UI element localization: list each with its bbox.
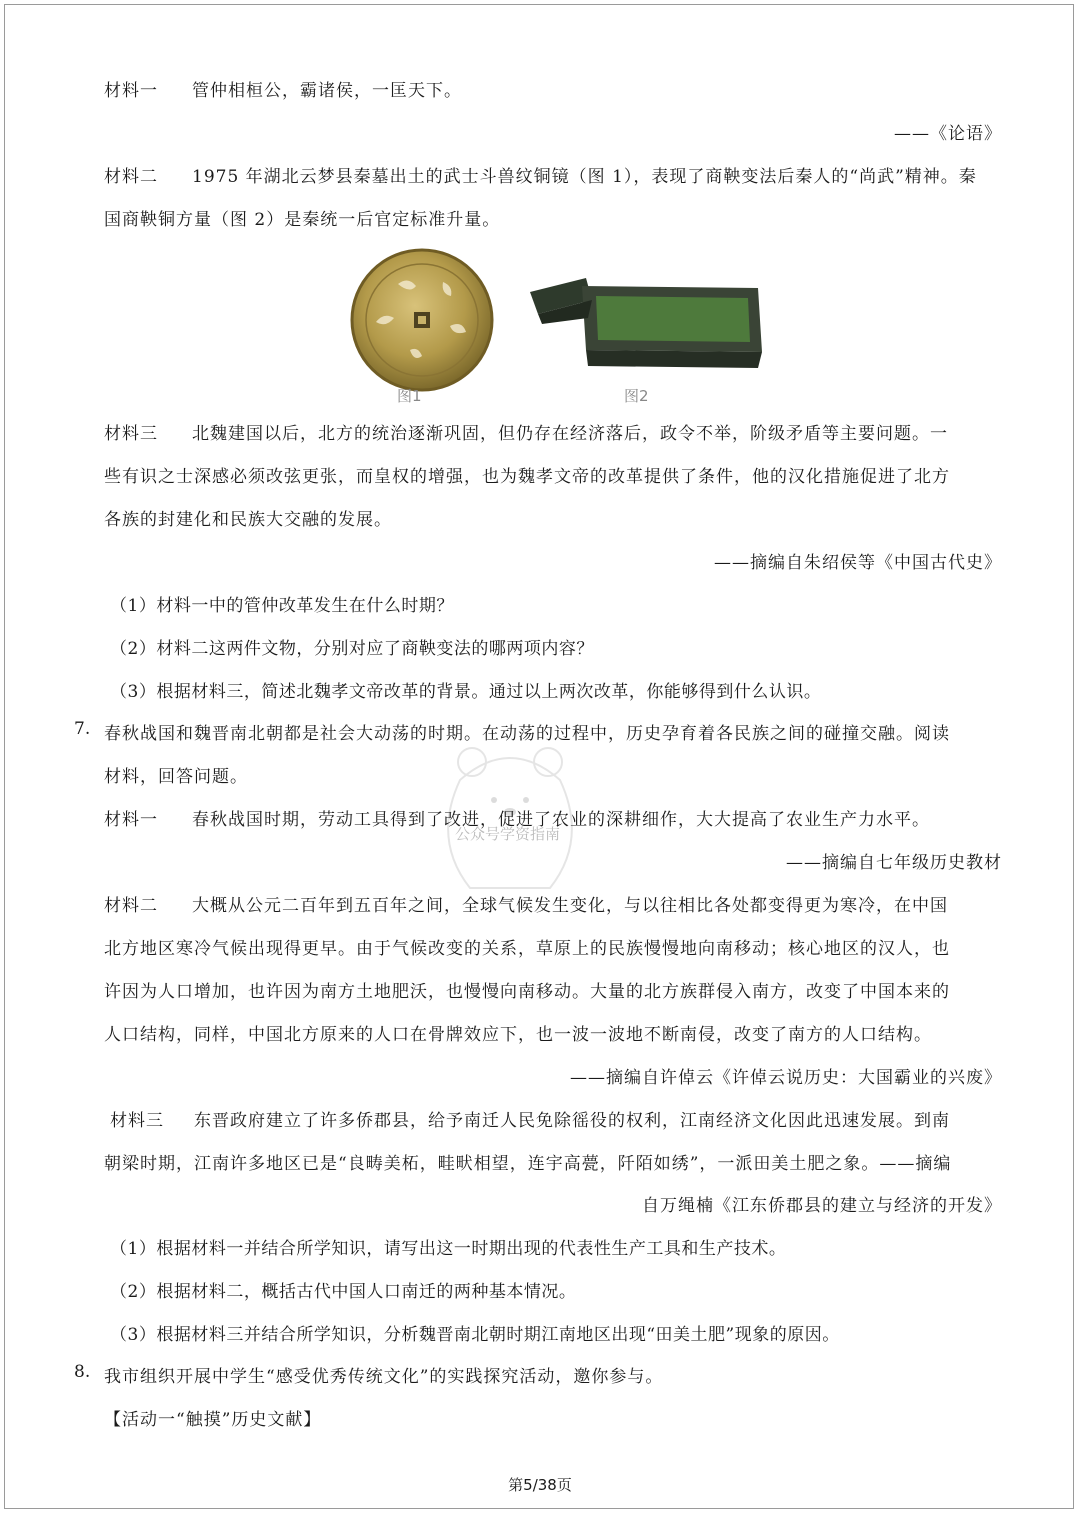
material-label: 材料一 <box>104 810 158 830</box>
q7-question-3: （3）根据材料三并结合所学知识，分析魏晋南北朝时期江南地区出现“田美土肥”现象的原因。 <box>110 1325 840 1345</box>
figure-1-bronze-mirror <box>348 246 496 394</box>
q7-m3-line2: 朝梁时期，江南许多地区已是“良畴美柘，畦畎相望，连宇高甍，阡陌如绣”，一派田美土肥之象。——摘编 <box>104 1154 952 1174</box>
material-label: 材料三 <box>110 1111 164 1131</box>
material-label: 材料一 <box>104 81 158 101</box>
q6-material-2 <box>104 162 977 187</box>
q7-m1-source: ——摘编自七年级历史教材 <box>786 853 1002 873</box>
q6-question-2: （2）材料二这两件文物，分别对应了商鞅变法的哪两项内容？ <box>110 639 594 659</box>
q8-activity-heading: 【活动一“触摸”历史文献】 <box>104 1410 322 1430</box>
figure-1-caption: 图1 <box>397 387 422 405</box>
q7-question-1: （1）根据材料一并结合所学知识，请写出这一时期出现的代表性生产工具和生产技术。 <box>110 1239 787 1259</box>
q6-m1-source: ——《论语》 <box>894 124 1002 144</box>
q8-number: 8. <box>74 1362 91 1382</box>
figure-2-caption: 图2 <box>624 387 649 405</box>
material-text: 大概从公元二百年到五百年之间，全球气候发生变化，与以往相比各处都变得更为寒冷，在中国 <box>192 896 948 916</box>
page-number: 第5/38页 <box>508 1476 572 1494</box>
material-text: 1975 年湖北云梦县秦墓出土的武士斗兽纹铜镜（图 1），表现了商鞅变法后秦人的“尚武”精神。秦 <box>192 167 977 187</box>
material-label: 材料二 <box>104 167 158 187</box>
material-label: 材料二 <box>104 896 158 916</box>
material-text: 春秋战国时期，劳动工具得到了改进，促进了农业的深耕细作，大大提高了农业生产力水平。 <box>192 810 930 830</box>
watermark-text: 公众号学资指南 <box>455 825 561 843</box>
material-text: 北魏建国以后，北方的统治逐渐巩固，但仍存在经济落后，政令不举，阶级矛盾等主要问题。一 <box>192 424 948 444</box>
q6-material-3 <box>104 419 948 444</box>
q6-question-3: （3）根据材料三，简述北魏孝文帝改革的背景。通过以上两次改革，你能够得到什么认识。 <box>110 682 822 702</box>
q6-material-1 <box>104 76 462 101</box>
q7-intro-line1: 春秋战国和魏晋南北朝都是社会大动荡的时期。在动荡的过程中，历史孕育着各民族之间的碰撞交融。阅读 <box>104 724 950 744</box>
q7-m2-line2: 北方地区寒冷气候出现得更早。由于气候改变的关系，草原上的民族慢慢地向南移动；核心地区的汉人，也 <box>104 939 950 959</box>
q7-material-3 <box>110 1106 950 1131</box>
q6-question-1: （1）材料一中的管仲改革发生在什么时期？ <box>110 596 454 616</box>
q7-question-2: （2）根据材料二，概括古代中国人口南迁的两种基本情况。 <box>110 1282 577 1302</box>
q6-m2-line2: 国商鞅铜方量（图 2）是秦统一后官定标准升量。 <box>104 210 501 230</box>
q7-intro-line2: 材料，回答问题。 <box>104 767 248 787</box>
material-text: 管仲相桓公，霸诸侯，一匡天下。 <box>192 81 462 101</box>
q6-m3-source: ——摘编自朱绍侯等《中国古代史》 <box>714 553 1002 573</box>
q6-m3-line3: 各族的封建化和民族大交融的发展。 <box>104 510 392 530</box>
q7-number: 7. <box>74 719 91 739</box>
q7-material-1 <box>104 805 930 830</box>
material-text: 东晋政府建立了许多侨郡县，给予南迁人民免除徭役的权利，江南经济文化因此迅速发展。到南 <box>194 1111 950 1131</box>
q7-m2-line3: 许因为人口增加，也许因为南方土地肥沃，也慢慢向南移动。大量的北方族群侵入南方，改变了中国本来的 <box>104 982 950 1002</box>
q7-m3-line3: 自万绳楠《江东侨郡县的建立与经济的开发》 <box>642 1196 1002 1216</box>
q8-text: 我市组织开展中学生“感受优秀传统文化”的实践探究活动，邀你参与。 <box>104 1367 664 1387</box>
q7-material-2 <box>104 891 948 916</box>
material-label: 材料三 <box>104 424 158 444</box>
q7-m2-source: ——摘编自许倬云《许倬云说历史：大国霸业的兴废》 <box>570 1068 1002 1088</box>
q6-m3-line2: 些有识之士深感必须改弦更张，而皇权的增强，也为魏孝文帝的改革提供了条件，他的汉化措施促进了北方 <box>104 467 950 487</box>
figure-2-bronze-measure <box>526 266 768 372</box>
q7-m2-line4: 人口结构，同样，中国北方原来的人口在骨牌效应下，也一波一波地不断南侵，改变了南方的人口结构。 <box>104 1025 932 1045</box>
